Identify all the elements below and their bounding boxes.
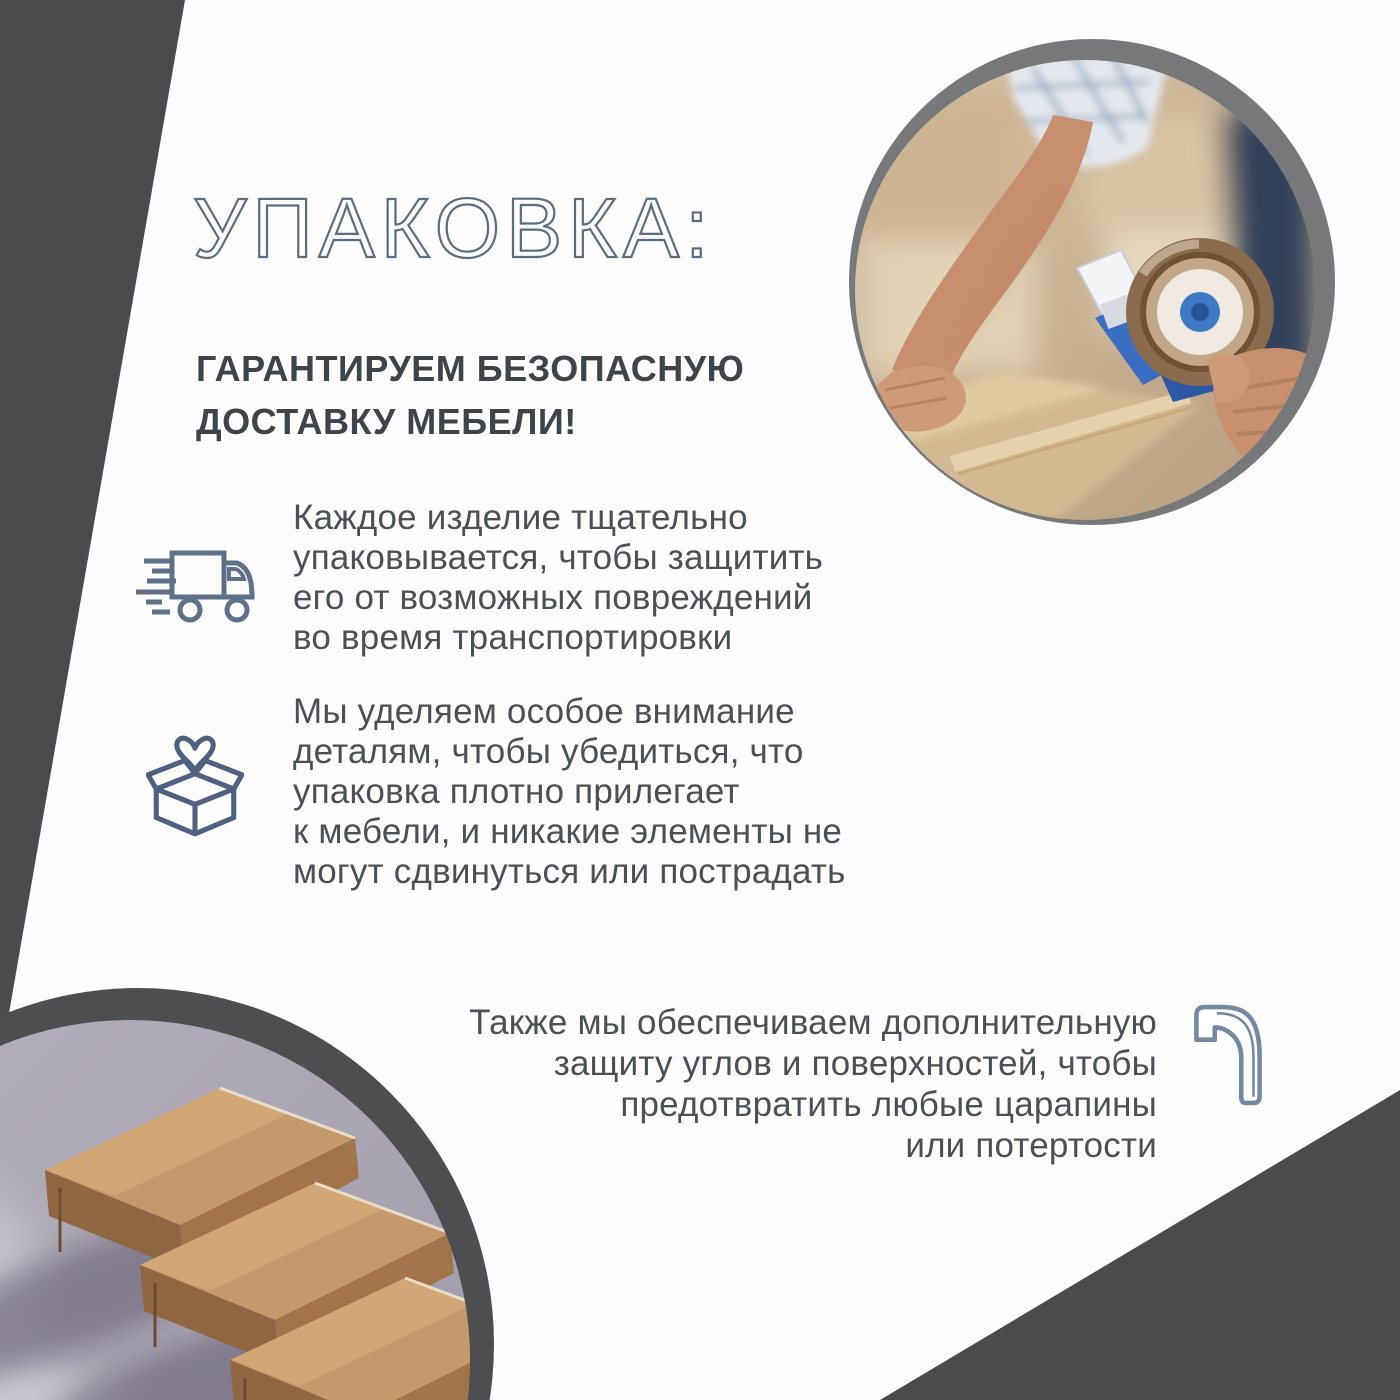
subtitle-line: ДОСТАВКУ МЕБЕЛИ! bbox=[196, 401, 577, 442]
text-line: или потертости bbox=[905, 1126, 1157, 1165]
tape-dispenser-photo bbox=[855, 60, 1315, 520]
page-title: УПАКОВКА: bbox=[193, 181, 715, 275]
corner-protectors-photo bbox=[0, 1020, 470, 1400]
feature-text-corner-protection bbox=[469, 1002, 1157, 1166]
page-subtitle bbox=[196, 342, 744, 448]
text-line: упаковывается, чтобы защитить bbox=[293, 538, 824, 577]
text-line: могут сдвинуться или пострадать bbox=[293, 852, 846, 891]
text-line: защиту углов и поверхностей, чтобы bbox=[553, 1044, 1157, 1083]
corner-protector-icon bbox=[1192, 1003, 1264, 1107]
feature-text-careful-packing bbox=[293, 498, 823, 658]
text-line: Мы уделяем особое внимание bbox=[293, 692, 795, 731]
text-line: к мебели, и никакие элементы не bbox=[293, 812, 843, 851]
text-line: Каждое изделие тщательно bbox=[293, 498, 748, 537]
text-line: Также мы обеспечиваем дополнительную bbox=[469, 1003, 1157, 1042]
feature-text-attention-to-details bbox=[293, 692, 846, 892]
text-line: его от возможных повреждений bbox=[293, 578, 813, 617]
delivery-truck-icon bbox=[134, 549, 262, 627]
text-line: деталям, чтобы убедиться, что bbox=[293, 732, 804, 771]
text-line: во время транспортировки bbox=[293, 618, 733, 657]
text-line: упаковка плотно прилегает bbox=[293, 772, 740, 811]
box-heart-icon bbox=[146, 734, 244, 840]
text-line: предотвратить любые царапины bbox=[620, 1085, 1157, 1124]
subtitle-line: ГАРАНТИРУЕМ БЕЗОПАСНУЮ bbox=[196, 348, 745, 389]
